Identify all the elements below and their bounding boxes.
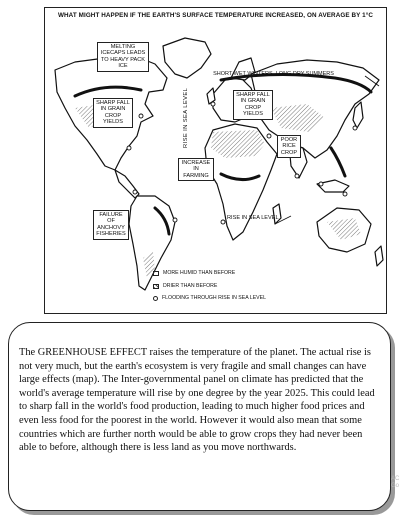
legend-flooding-text: FLOODING THROUGH RISE IN SEA LEVEL [162, 295, 266, 301]
label-short-wet-winters: SHORT WET WINTERS, LONG DRY SUMMERS [213, 71, 334, 77]
flood-circle [267, 134, 271, 138]
explanation-box [8, 322, 391, 511]
explanation-paragraph: The GREENHOUSE EFFECT raises the temperature of the planet. The actual rise is not very much, but the earth's ecosystem is very fragile and small changes can have large effects (map). The Inter-governmental panel on climate has predicted that the world's average temperature will rise by one degree by the year 2025. This could lead to sharp fall in the world's food production, leading to much higher food prices and even less food for the poorest in the world. However it would also mean that some countries which are further north would be able to grow crops they had never been able to before, although there is less land as you move northwards. [19, 347, 375, 454]
flood-circle [127, 146, 131, 150]
legend-humid-text: MORE HUMID THAN BEFORE [163, 270, 236, 276]
flood-circle [133, 190, 137, 194]
label-grain-east: SHARP FALL IN GRAIN CROP YIELDS [233, 90, 273, 120]
label-poor-rice-crop: POOR RICE CROP [277, 135, 301, 158]
new-zealand-shape [375, 246, 383, 266]
legend-flooding-circle [153, 296, 158, 301]
flood-circle [343, 192, 347, 196]
humid-line-asia-east [331, 148, 345, 176]
flood-circle [319, 182, 323, 186]
flood-circle [173, 218, 177, 222]
legend-drier-swatch [153, 284, 159, 289]
label-anchovy-fisheries: FAILURE OF ANCHOVY FISHERIES [93, 210, 129, 240]
label-increase-farming: INCREASE IN FARMING [178, 158, 214, 181]
legend-humid-swatch [153, 271, 159, 276]
legend-humid [153, 270, 235, 276]
legend-flooding [153, 295, 266, 301]
flood-circle [221, 220, 225, 224]
flood-circle [139, 114, 143, 118]
legend-drier [153, 283, 217, 289]
legend-drier-text: DRIER THAN BEFORE [163, 283, 218, 289]
label-melting-icecaps: MELTING ICECAPS LEADS TO HEAVY PACK ICE [97, 42, 149, 72]
flood-circle [295, 174, 299, 178]
label-rise-sea-level-vertical: RISE IN SEA LEVEL [183, 87, 189, 148]
flood-circle [211, 102, 215, 106]
map-title: WHAT MIGHT HAPPEN IF THE EARTH'S SURFACE TEMPERATURE INCREASED, ON AVERAGE BY 1°C [57, 12, 374, 19]
flood-circle [353, 126, 357, 130]
corner-watermark: AC Go [391, 476, 400, 489]
madagascar-shape [273, 204, 281, 224]
label-grain-west: SHARP FALL IN GRAIN CROP YIELDS [93, 98, 133, 128]
label-rise-sea-level: RISE IN SEA LEVEL [227, 215, 279, 221]
greenland-shape [163, 38, 211, 78]
climate-map [44, 7, 387, 314]
